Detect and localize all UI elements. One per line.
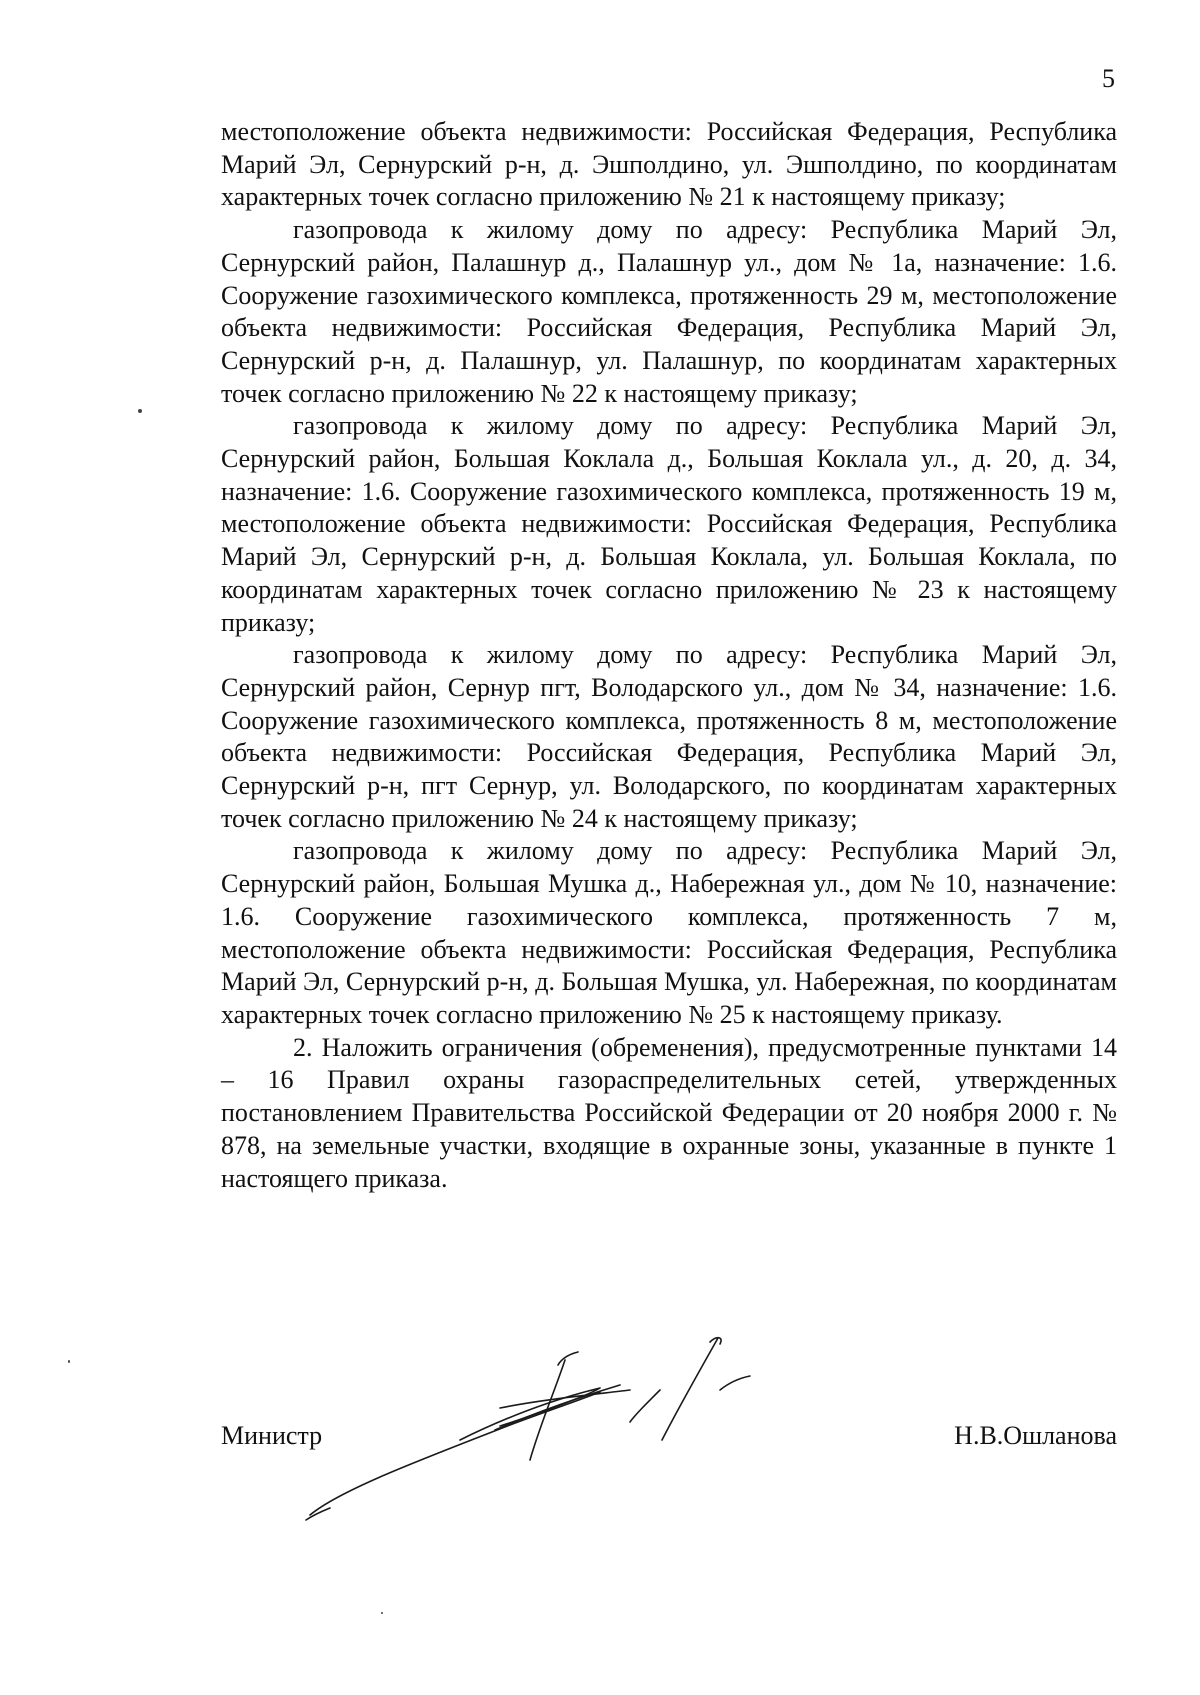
scan-speck — [138, 409, 142, 413]
paragraph-restrictions: 2. Наложить ограничения (обременения), предусмотренные пунктами 14 – 16 Правил охраны газораспределительных сетей, утвержденных постановлением Правительства Российской Федерации от 20 ноября 2000 г. № 878, на земельные участки, входящие в охранные зоны, указанные в пункте 1 настоящего приказа. — [221, 1032, 1117, 1193]
signatory-title: Министр — [221, 1421, 323, 1450]
paragraph-bolshaya-mushka: газопровода к жилому дому по адресу: Республика Марий Эл, Сернурский район, Большая Мушка д., Набережная ул., дом № 10, назначение: 1.6. Сооружение газохимического комплекса, протяженность 7 м, местоположение объекта недвижимости: Российская Федерация, Республика Марий Эл, Сернурский р-н, д. Большая Мушка, ул. Набережная, по координатам характерных точек согласно приложению № 25 к настоящему приказу. — [221, 836, 1117, 1029]
paragraph-bolshaya-koklala: газопровода к жилому дому по адресу: Республика Марий Эл, Сернурский район, Большая Коклала д., Большая Коклала ул., д. 20, д. 34, назначение: 1.6. Сооружение газохимического комплекса, протяженность 19 м, местоположение объекта недвижимости: Российская Федерация, Республика Марий Эл, Сернурский р-н, д. Большая Коклала, ул. Большая Коклала, по координатам характерных точек согласно приложению № 23 к настоящему приказу; — [221, 411, 1117, 637]
scan-speck — [68, 1360, 70, 1363]
page-number: 5 — [1102, 64, 1115, 93]
scan-speck — [381, 1612, 383, 1614]
paragraph-palashnur: газопровода к жилому дому по адресу: Республика Марий Эл, Сернурский район, Палашнур д., Палашнур ул., дом № 1а, назначение: 1.6. Сооружение газохимического комплекса, протяженность 29 м, местоположение объекта недвижимости: Российская Федерация, Республика Марий Эл, Сернурский р-н, д. Палашнур, ул. Палашнур, по координатам характерных точек согласно приложению № 22 к настоящему приказу; — [221, 215, 1117, 408]
handwritten-signature — [300, 1330, 820, 1530]
document-body — [221, 116, 1117, 1195]
paragraph-sernur: газопровода к жилому дому по адресу: Республика Марий Эл, Сернурский район, Сернур пгт, Володарского ул., дом № 34, назначение: 1.6. Сооружение газохимического комплекса, протяженность 8 м, местоположение объекта недвижимости: Российская Федерация, Республика Марий Эл, Сернурский р-н, пгт Сернур, ул. Володарского, по координатам характерных точек согласно приложению № 24 к настоящему приказу; — [221, 640, 1117, 833]
paragraph-location-continuation: местоположение объекта недвижимости: Российская Федерация, Республика Марий Эл, Сернурский р-н, д. Эшполдино, ул. Эшполдино, по координатам характерных точек согласно приложению № 21 к настоящему приказу; — [221, 117, 1117, 212]
signatory-name: Н.В.Ошланова — [954, 1421, 1117, 1450]
